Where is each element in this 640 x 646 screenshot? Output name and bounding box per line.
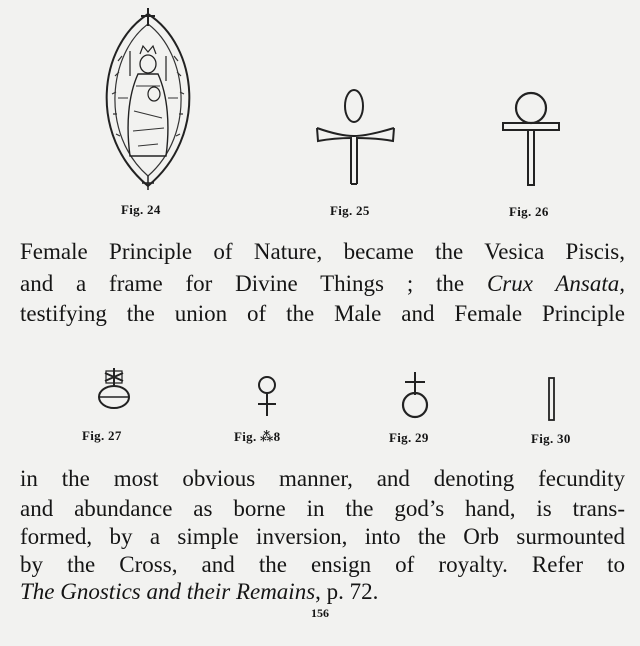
italic-term: Crux Ansata, [486,271,625,296]
figure-caption: Fig. 26 [509,204,549,219]
figure-caption: Fig. 27 [82,428,122,443]
text-line: by the Cross, and the ensign of royalty. Refer to [20,552,625,577]
venus-symbol-icon [252,374,282,418]
figure-caption: Fig. 24 [121,202,161,217]
orb-cross-icon [94,366,134,412]
figure-caption: Fig. 30 [531,431,571,446]
crux-ansata-icon [314,86,396,186]
text-line: and abundance as borne in the god’s hand, is trans- [20,496,625,521]
ankh-icon [500,88,562,188]
book-title: The Gnostics and their Remains [20,579,316,604]
figure-caption: Fig. 25 [330,203,370,218]
text-line [20,272,625,295]
text-span: and a frame for Divine Things ; the [20,271,487,296]
text-line: Female Principle of Nature, became the Vesica Piscis, [20,239,625,264]
figure-caption: Fig. 29 [389,430,429,445]
text-line: testifying the union of the Male and Female Principle [20,301,625,326]
text-line: formed, by a simple inversion, into the Orb surmounted [20,524,625,549]
text-span: , p. 72. [315,579,379,604]
page-number: 156 [311,606,329,620]
vertical-bar-icon [545,376,559,422]
text-line: in the most obvious manner, and denoting fecundity [20,466,625,491]
inverted-venus-icon [398,370,432,420]
figure-caption: Fig. ⁂8 [234,429,281,444]
text-line [20,580,625,603]
vesica-seal-icon [88,6,208,192]
